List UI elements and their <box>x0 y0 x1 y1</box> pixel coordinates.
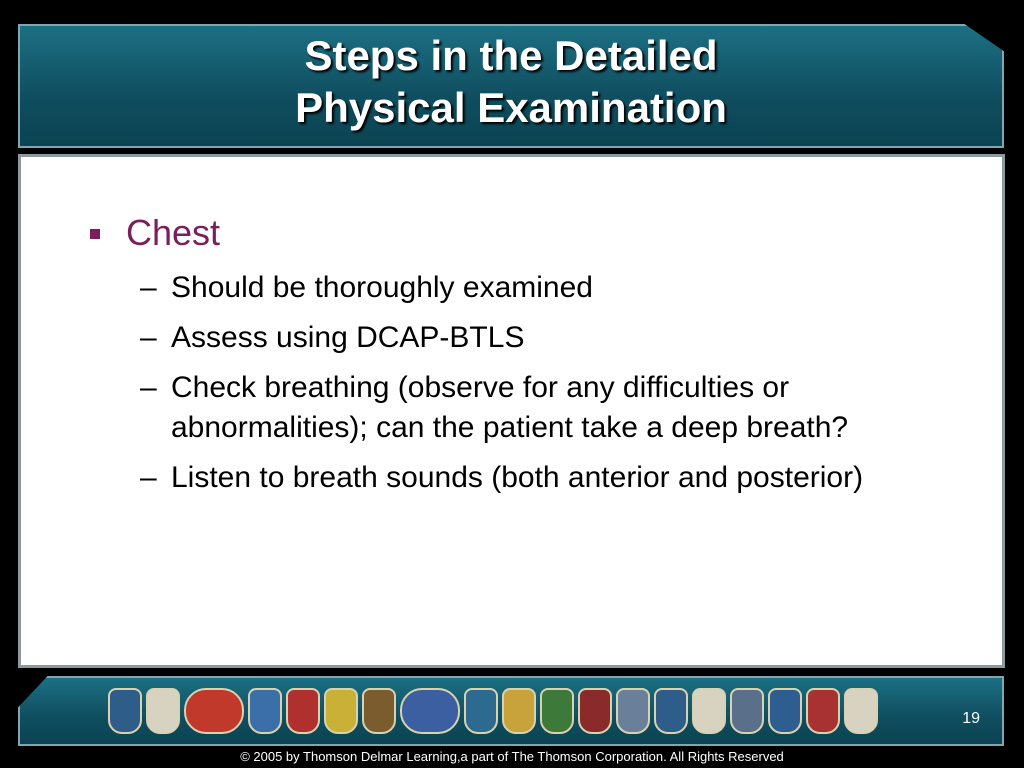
department-patch-icon <box>400 688 460 734</box>
slide-title-line-2: Physical Examination <box>295 84 727 131</box>
department-patch-icon <box>286 688 320 734</box>
sub-bullet-item <box>140 318 900 358</box>
dash-icon: – <box>140 461 157 494</box>
department-patch-icon <box>540 688 574 734</box>
department-patch-icon <box>730 688 764 734</box>
department-patch-icon <box>502 688 536 734</box>
square-bullet-icon <box>90 229 100 239</box>
slide-title-line-1: Steps in the Detailed <box>304 32 718 79</box>
department-patch-icon <box>616 688 650 734</box>
sub-bullet-item <box>140 268 900 308</box>
bullet-label: Chest <box>126 212 221 253</box>
sub-bullet-item <box>140 368 900 448</box>
department-patch-icon <box>806 688 840 734</box>
sub-bullet-text: Assess using DCAP-BTLS <box>171 321 525 354</box>
sub-bullet-text: Should be thoroughly examined <box>171 271 593 304</box>
dash-icon: – <box>140 271 157 304</box>
sub-bullet-text: Listen to breath sounds (both anterior and posterior) <box>171 461 864 494</box>
sub-bullet-list <box>140 268 900 508</box>
department-patch-icon <box>324 688 358 734</box>
slide-title <box>18 30 1004 134</box>
department-patch-icon <box>692 688 726 734</box>
copyright-text: © 2005 by Thomson Delmar Learning,a part of The Thomson Corporation. All Rights Reserved <box>240 749 784 764</box>
department-patch-icon <box>578 688 612 734</box>
sub-bullet-item <box>140 458 900 498</box>
department-patch-icon <box>146 688 180 734</box>
department-patch-icon <box>108 688 142 734</box>
dash-icon: – <box>140 321 157 354</box>
page-number: 19 <box>962 710 980 727</box>
dash-icon: – <box>140 371 157 404</box>
emergency-patches-strip <box>108 686 878 736</box>
department-patch-icon <box>844 688 878 734</box>
department-patch-icon <box>654 688 688 734</box>
sub-bullet-text: Check breathing (observe for any difficulties or abnormalities); can the patient take a deep breath? <box>171 371 849 444</box>
department-patch-icon <box>248 688 282 734</box>
department-patch-icon <box>768 688 802 734</box>
department-patch-icon <box>184 688 244 734</box>
department-patch-icon <box>464 688 498 734</box>
department-patch-icon <box>362 688 396 734</box>
